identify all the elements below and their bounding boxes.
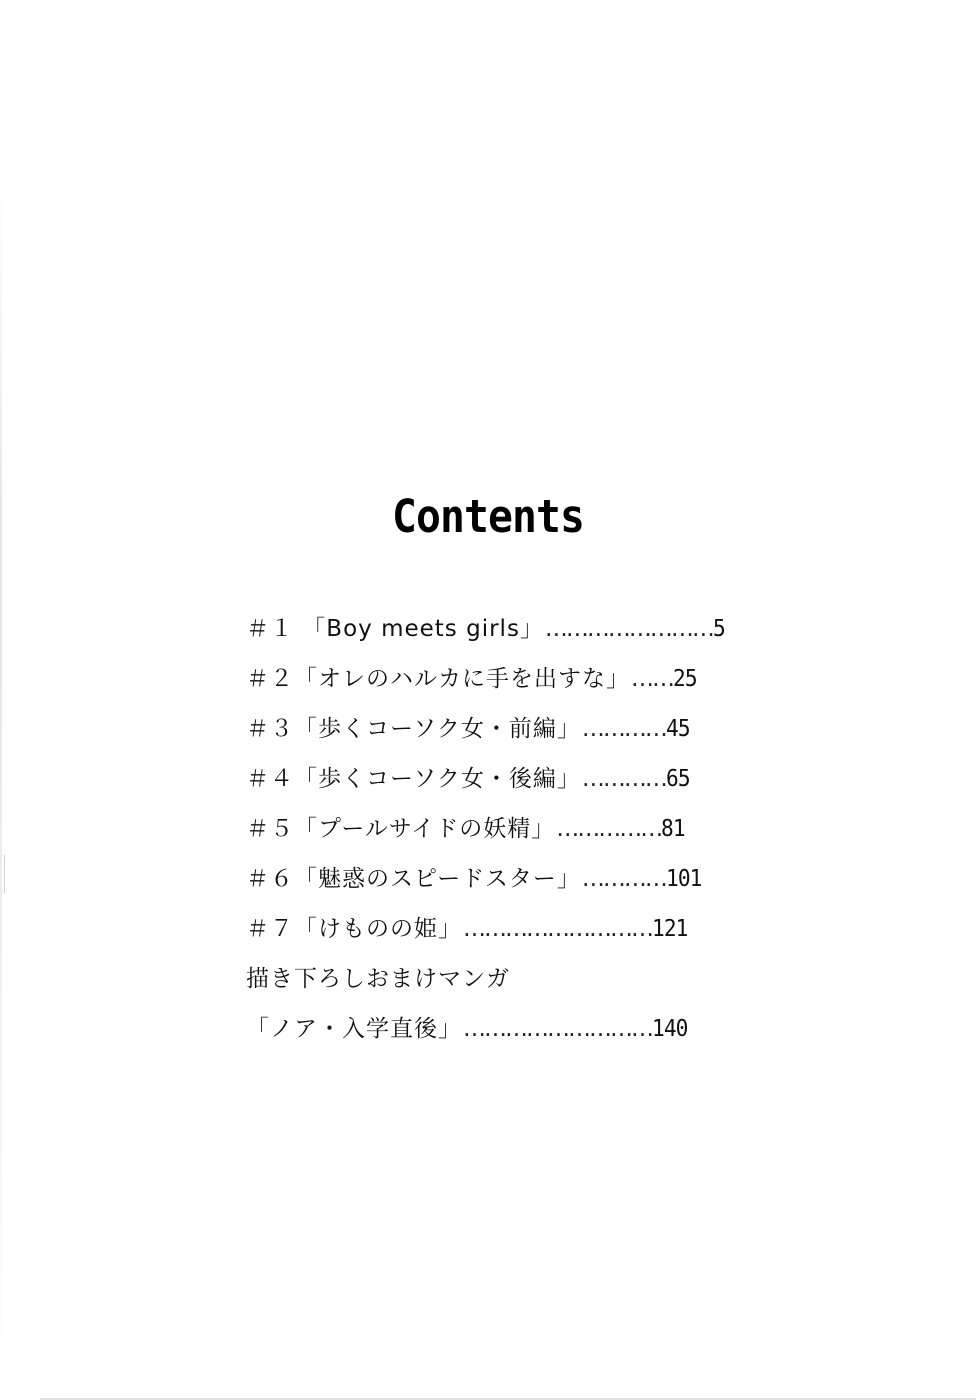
- toc-dot-leader: ……………: [556, 816, 662, 842]
- toc-entry-label: ＃６「魅惑のスピードスター」: [246, 866, 581, 892]
- page-title: Contents: [391, 490, 585, 543]
- toc-entry-3: [246, 712, 766, 762]
- scan-edge-left: [0, 180, 2, 1380]
- toc-entry-label: ＃５「プールサイドの妖精」: [246, 816, 556, 842]
- toc-entry-label: ＃３「歩くコーソク女・前編」: [246, 716, 581, 742]
- toc-page-number: 45: [665, 716, 690, 742]
- toc-page-number: 121: [652, 916, 688, 942]
- toc-entry-label: ＃１ 「Boy meets girls」: [246, 616, 544, 642]
- table-of-contents: [246, 612, 766, 1062]
- toc-entry-4: [246, 762, 766, 812]
- toc-entry-bonus: [246, 1012, 766, 1062]
- toc-dot-leader: ……: [631, 666, 673, 692]
- toc-page-number: 101: [665, 866, 702, 892]
- toc-entry-6: [246, 862, 766, 912]
- toc-entry-2: [246, 662, 766, 712]
- toc-entry-1: [246, 612, 766, 662]
- toc-page-number: 140: [652, 1016, 688, 1042]
- toc-entry-7: [246, 912, 766, 962]
- toc-dot-leader: …………: [581, 716, 666, 742]
- toc-dot-leader: ……………………: [544, 616, 713, 642]
- toc-page-number: 65: [665, 766, 690, 792]
- toc-entry-label: ＃７「けものの姫」: [246, 916, 462, 942]
- toc-page-number: 5: [712, 616, 725, 642]
- toc-entry-5: [246, 812, 766, 862]
- toc-section-heading: [246, 962, 766, 1012]
- toc-entry-label: ＃４「歩くコーソク女・後編」: [246, 766, 581, 792]
- toc-entry-label: ＃２「オレのハルカに手を出すな」: [246, 666, 630, 692]
- toc-page-number: 81: [661, 816, 685, 842]
- toc-dot-leader: …………: [581, 866, 666, 892]
- toc-dot-leader: …………: [581, 766, 666, 792]
- toc-dot-leader: ………………………: [463, 1016, 652, 1042]
- toc-entry-label: 「ノア・入学直後」: [246, 1016, 462, 1042]
- toc-dot-leader: ………………………: [463, 916, 652, 942]
- scan-mark: [4, 855, 5, 893]
- toc-section-label: 描き下ろしおまけマンガ: [246, 966, 510, 992]
- toc-page-number: 25: [673, 666, 697, 692]
